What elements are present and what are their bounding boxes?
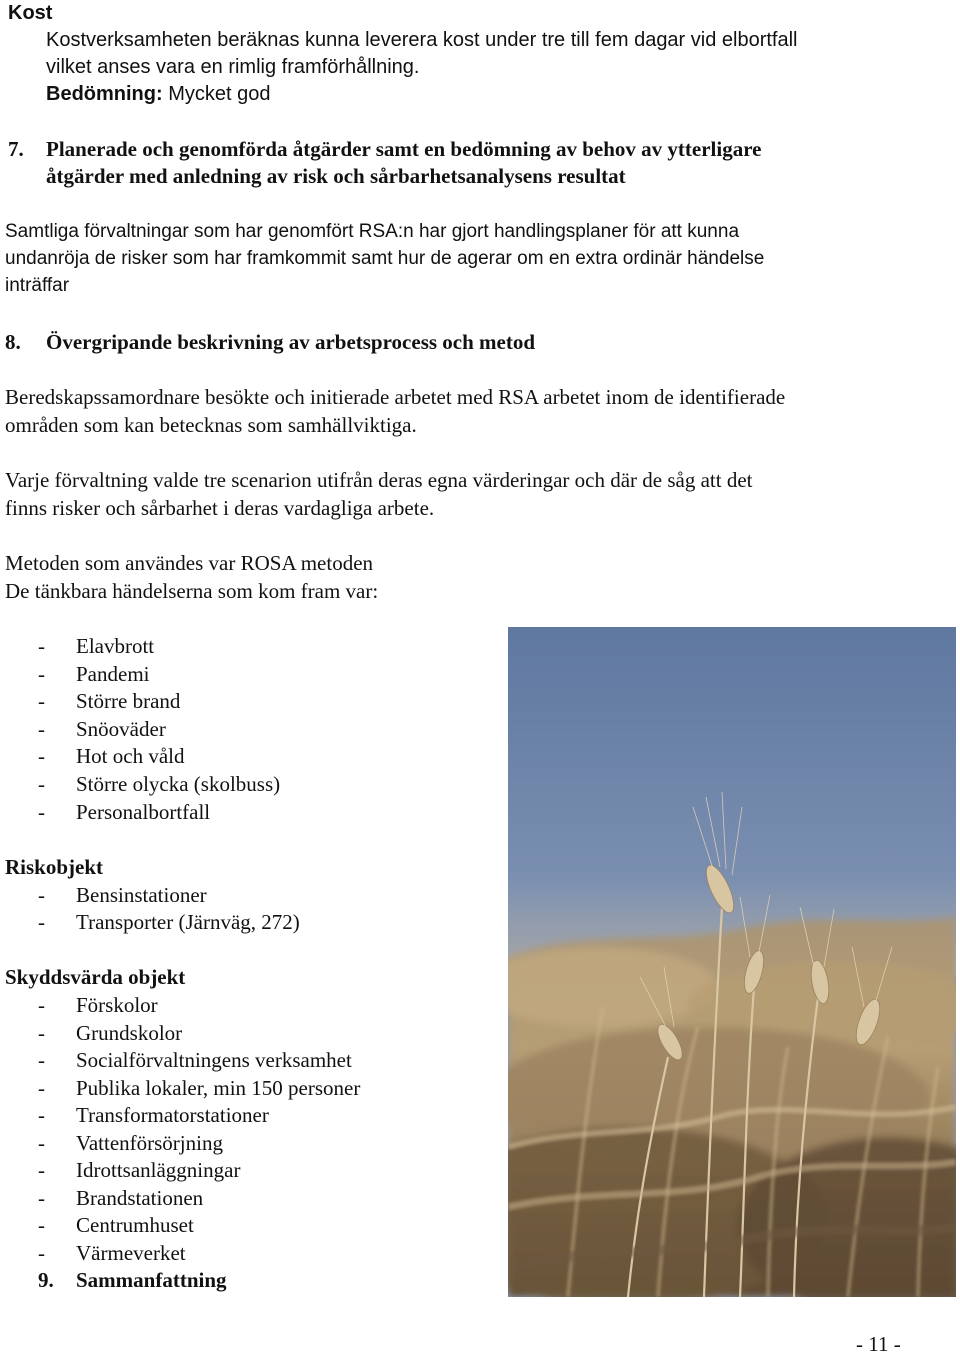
list-marker: - bbox=[38, 717, 45, 741]
kost-heading: Kost bbox=[8, 2, 53, 24]
protected-objects-heading: Skyddsvärda objekt bbox=[5, 965, 186, 989]
page-number: - 11 - bbox=[856, 1332, 901, 1356]
section-7-number: 7. bbox=[8, 137, 24, 161]
protected-object-text: Idrottsanläggningar bbox=[76, 1158, 241, 1182]
list-marker: - bbox=[38, 634, 45, 658]
list-marker: - bbox=[38, 1048, 45, 1072]
event-item-text: Elavbrott bbox=[76, 634, 155, 658]
section-9-number: 9. bbox=[38, 1268, 54, 1292]
list-marker: - bbox=[38, 772, 45, 796]
list-marker: - bbox=[38, 1103, 45, 1127]
list-marker: - bbox=[38, 1186, 45, 1210]
list-marker: - bbox=[38, 662, 45, 686]
kost-text-line-1: Kostverksamheten beräknas kunna leverera kost under tre till fem dagar vid elbortfall bbox=[46, 29, 798, 51]
list-marker: - bbox=[38, 910, 45, 934]
list-marker: - bbox=[38, 993, 45, 1017]
list-marker: - bbox=[38, 800, 45, 824]
section-7-body-line-1: Samtliga förvaltningar som har genomfört RSA:n har gjort handlingsplaner för att kunna bbox=[5, 221, 740, 242]
protected-object-text: Brandstationen bbox=[76, 1186, 204, 1210]
section-8-p1-line-2: områden som kan betecknas som samhällviktiga. bbox=[5, 413, 417, 437]
section-8-number: 8. bbox=[5, 330, 21, 354]
kost-assessment-value: Mycket god bbox=[162, 83, 271, 105]
event-item-text: Pandemi bbox=[76, 662, 150, 686]
section-8-p2-line-2: finns risker och sårbarhet i deras vardagliga arbete. bbox=[5, 496, 435, 520]
section-8-p2-line-1: Varje förvaltning valde tre scenarion utifrån deras egna värderingar och där de såg att det bbox=[5, 468, 753, 492]
risk-object-text: Bensinstationer bbox=[76, 883, 207, 907]
list-marker: - bbox=[38, 883, 45, 907]
event-item-text: Snöoväder bbox=[76, 717, 166, 741]
section-9-title: Sammanfattning bbox=[76, 1268, 227, 1292]
event-item-text: Hot och våld bbox=[76, 744, 185, 768]
list-marker: - bbox=[38, 1241, 45, 1265]
section-8-p3-line-2: De tänkbara händelserna som kom fram var: bbox=[5, 579, 379, 603]
section-8-p3-line-1: Metoden som användes var ROSA metoden bbox=[5, 551, 374, 575]
protected-object-text: Transformatorstationer bbox=[76, 1103, 269, 1127]
section-7-body-line-2: undanröja de risker som har framkommit samt hur de agerar om en extra ordinär händelse bbox=[5, 248, 765, 269]
section-7-title-line-1: Planerade och genomförda åtgärder samt en bedömning av behov av ytterligare bbox=[46, 137, 762, 161]
wheat-field-image bbox=[508, 627, 956, 1297]
kost-assessment-label: Bedömning: bbox=[46, 83, 163, 105]
list-marker: - bbox=[38, 1021, 45, 1045]
section-8-p1-line-1: Beredskapssamordnare besökte och initierade arbetet med RSA arbetet inom de identifierade bbox=[5, 385, 786, 409]
protected-object-text: Publika lokaler, min 150 personer bbox=[76, 1076, 361, 1100]
list-marker: - bbox=[38, 1076, 45, 1100]
section-7-body-line-3: inträffar bbox=[5, 275, 70, 296]
list-marker: - bbox=[38, 1213, 45, 1237]
event-item-text: Större brand bbox=[76, 689, 181, 713]
section-7-title-line-2: åtgärder med anledning av risk och sårbarhetsanalysens resultat bbox=[46, 164, 626, 188]
protected-object-text: Socialförvaltningens verksamhet bbox=[76, 1048, 352, 1072]
list-marker: - bbox=[38, 1131, 45, 1155]
event-item-text: Större olycka (skolbuss) bbox=[76, 772, 281, 796]
list-marker: - bbox=[38, 744, 45, 768]
section-8-title: Övergripande beskrivning av arbetsprocess och metod bbox=[46, 330, 536, 354]
risk-objects-heading: Riskobjekt bbox=[5, 855, 104, 879]
protected-object-text: Centrumhuset bbox=[76, 1213, 194, 1237]
wheat-field-photo bbox=[508, 627, 956, 1297]
event-item-text: Personalbortfall bbox=[76, 800, 211, 824]
list-marker: - bbox=[38, 1158, 45, 1182]
kost-text-line-2: vilket anses vara en rimlig framförhållning. bbox=[46, 56, 420, 78]
list-marker: - bbox=[38, 689, 45, 713]
protected-object-text: Vattenförsörjning bbox=[76, 1131, 223, 1155]
risk-object-text: Transporter (Järnväg, 272) bbox=[76, 910, 300, 934]
protected-object-text: Grundskolor bbox=[76, 1021, 183, 1045]
kost-assessment bbox=[46, 83, 270, 106]
protected-object-text: Förskolor bbox=[76, 993, 158, 1017]
protected-object-text: Värmeverket bbox=[76, 1241, 186, 1265]
